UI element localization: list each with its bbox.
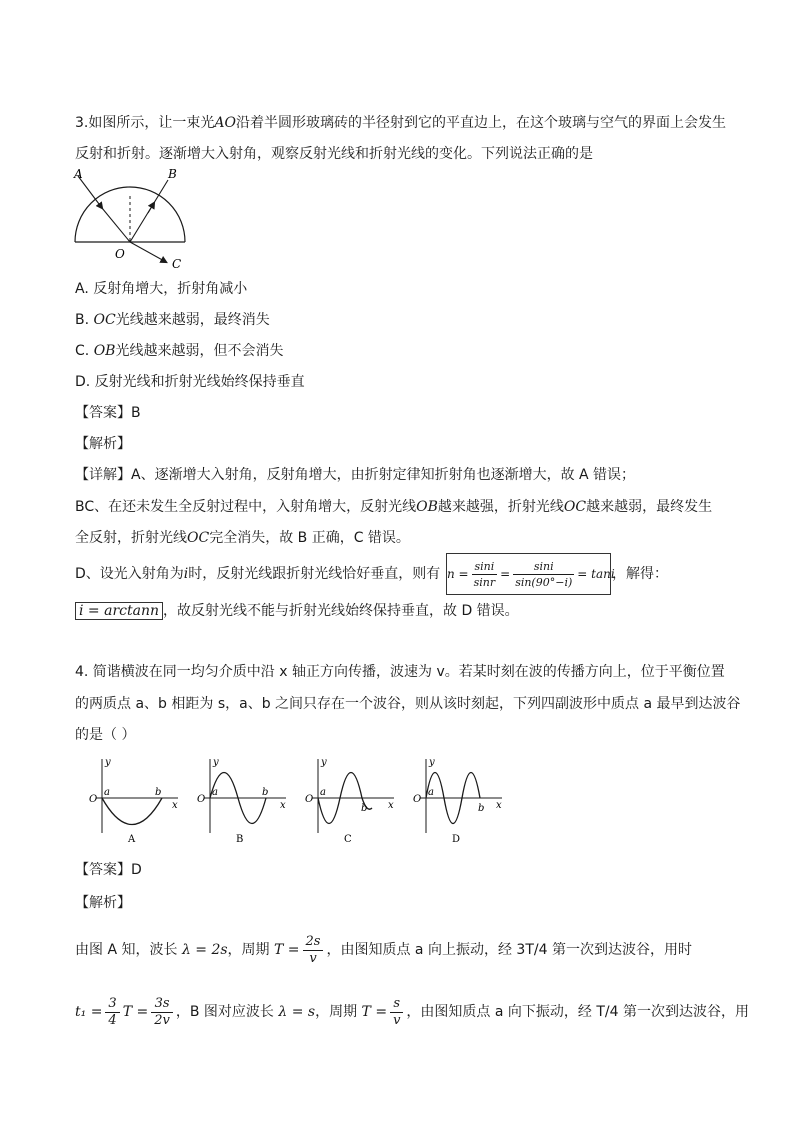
label-c: C (172, 257, 182, 271)
period-fraction-a: $\frac{2s}{v}$ (303, 934, 324, 967)
q3-option-a: A. 反射角增大，折射角减小 (75, 281, 248, 297)
svg-text:a: a (320, 787, 326, 798)
q3-stem-line2: 反射和折射。逐渐增大入射角，观察反射光线和折射光线的变化。下列说法正确的是 (75, 146, 593, 162)
q3-answer: 【答案】B (75, 405, 141, 421)
svg-text:a: a (428, 787, 434, 798)
svg-text:x: x (172, 800, 178, 811)
svg-text:y: y (429, 757, 435, 768)
eq-fraction-1: $\frac{\sin i}{\sin r}$ (473, 559, 496, 589)
svg-text:x: x (496, 800, 502, 811)
q4-analysis-line2: t₁ = $\frac{3}{4}$ T = $\frac{3s}{2v}$ ，B 图对应波长 λ = s，周期 T = $\frac{s}{v}$ ，由图知质点 a 向下振动，经 T/4 第一次到达波谷，用 (75, 995, 749, 1028)
period-fraction-b: $\frac{s}{v}$ (390, 996, 403, 1029)
svg-text:O: O (89, 794, 98, 805)
svg-text:a: a (104, 787, 110, 798)
svg-text:a: a (212, 787, 218, 798)
q3-stem-line1: 3.如图所示，让一束光AO沿着半圆形玻璃砖的半径射到它的平直边上，在这个玻璃与空气的界面上会发生 (75, 115, 726, 131)
q3-analysis-title: 【解析】 (75, 436, 131, 452)
wave-graph-b (197, 757, 286, 845)
wave-curve (102, 798, 162, 825)
q4-stem-line2: 的两质点 a、b 相距为 s，a、b 之间只存在一个波谷，则从该时刻起，下列四副波形中质点 a 最早到达波谷 (75, 696, 741, 712)
q3-option-d: D. 反射光线和折射光线始终保持垂直 (75, 374, 305, 390)
svg-text:O: O (197, 794, 206, 805)
q3-equation-box: n = $\frac{\sin i}{\sin r}$ = $\frac{\sin i}{\sin(90^\circ-i)}$ = tani (446, 553, 611, 595)
q3-detail-4-tail: ，解得： (612, 566, 668, 582)
q4-analysis-title: 【解析】 (75, 895, 131, 911)
q3-detail-1: 【详解】A、逐渐增大入射角，反射角增大，由折射定律知折射角也逐渐增大，故 A 错误； (75, 467, 636, 483)
q3-option-b: B. OC光线越来越弱，最终消失 (75, 312, 270, 328)
wave-graph-d (413, 757, 502, 845)
q4-analysis-line1: 由图 A 知，波长 λ = 2s，周期 T = $\frac{2s}{v}$ ，由图知质点 a 向上振动，经 3T/4 第一次到达波谷，用时 (75, 933, 692, 966)
q3-detail-4: D、设光入射角为i时，反射光线跟折射光线恰好垂直，则有 (75, 566, 441, 582)
svg-text:y: y (321, 757, 327, 768)
caption-a: A (128, 834, 136, 845)
wave-graph-a (89, 757, 178, 845)
q4-answer: 【答案】D (75, 862, 142, 878)
q4-stem-line1: 4. 简谐横波在同一均匀介质中沿 x 轴正方向传播，波速为 v。若某时刻在波的传播方向上，位于平衡位置 (75, 664, 725, 680)
svg-text:b: b (361, 803, 368, 814)
caption-b: B (236, 834, 244, 845)
caption-c: C (344, 834, 352, 845)
incident-ray-ao-2 (102, 208, 130, 242)
q3-detail-2: BC、在还未发生全反射过程中，入射角增大，反射光线OB越来越强，折射光线OC越来越弱，最终发生 (75, 499, 713, 515)
fraction-3s-2v: $\frac{3s}{2v}$ (151, 996, 173, 1029)
svg-text:b: b (155, 787, 162, 798)
q4-stem-line3: 的是（ ） (75, 727, 136, 743)
eq-fraction-2: $\frac{\sin i}{\sin(90^\circ-i)}$ (515, 559, 573, 589)
svg-text:y: y (105, 757, 111, 768)
q3-semicircle-figure (68, 166, 188, 271)
svg-text:O: O (413, 794, 422, 805)
svg-text:b: b (262, 787, 269, 798)
q3-detail-5: i = arctann ，故反射光线不能与折射光线始终保持垂直，故 D 错误。 (75, 601, 519, 621)
label-a: A (74, 167, 83, 181)
label-b: B (168, 167, 177, 181)
caption-d: D (452, 834, 461, 845)
reflected-ray-arrow (148, 203, 154, 213)
refracted-ray-oc (130, 242, 166, 262)
svg-text:x: x (388, 800, 394, 811)
label-o: O (115, 247, 125, 261)
wave-graph-c (305, 757, 394, 845)
q3-option-c: C. OB光线越来越弱，但不会消失 (75, 343, 284, 359)
svg-text:y: y (213, 757, 219, 768)
q3-detail-3: 全反射，折射光线OC完全消失，故 B 正确，C 错误。 (75, 530, 410, 546)
q4-waveform-figures (80, 755, 510, 845)
svg-text:x: x (280, 800, 286, 811)
q3-result-box: i = arctann (75, 602, 163, 620)
svg-text:b: b (478, 803, 485, 814)
fraction-3-4: $\frac{3}{4}$ (105, 996, 119, 1029)
svg-text:O: O (305, 794, 314, 805)
